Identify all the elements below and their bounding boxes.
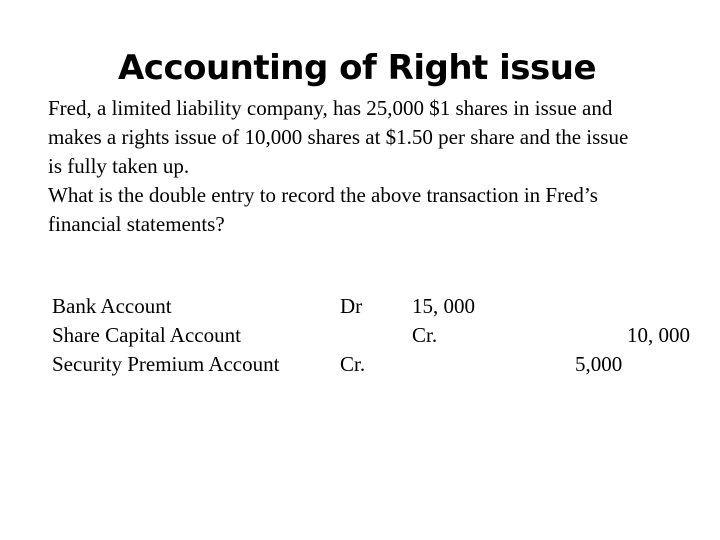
question-line: makes a rights issue of 10,000 shares at $1.50 per share and the issue (48, 125, 629, 149)
entry-premium-cr-marker: Cr. (340, 352, 366, 376)
entry-bank-dr-marker: Dr (340, 294, 363, 318)
entry-share-cr-marker: Cr. (412, 323, 438, 347)
entry-security-premium-label: Security Premium Account (52, 352, 280, 376)
entry-share-amount: 10, 000 (627, 323, 690, 347)
question-line: What is the double entry to record the above transaction in Fred’s (48, 183, 598, 207)
entry-bank-account-label: Bank Account (52, 294, 172, 318)
slide-title (0, 44, 720, 92)
entry-premium-amount: 5,000 (575, 352, 623, 376)
slide-title-text: Accounting of Right issue (117, 48, 597, 88)
question-line: Fred, a limited liability company, has 25,000 $1 shares in issue and (48, 96, 613, 120)
question-line: financial statements? (48, 212, 225, 236)
entry-bank-amount: 15, 000 (412, 294, 475, 318)
question-text (48, 94, 716, 239)
question-line: is fully taken up. (48, 154, 190, 178)
entry-share-capital-label: Share Capital Account (52, 323, 241, 347)
